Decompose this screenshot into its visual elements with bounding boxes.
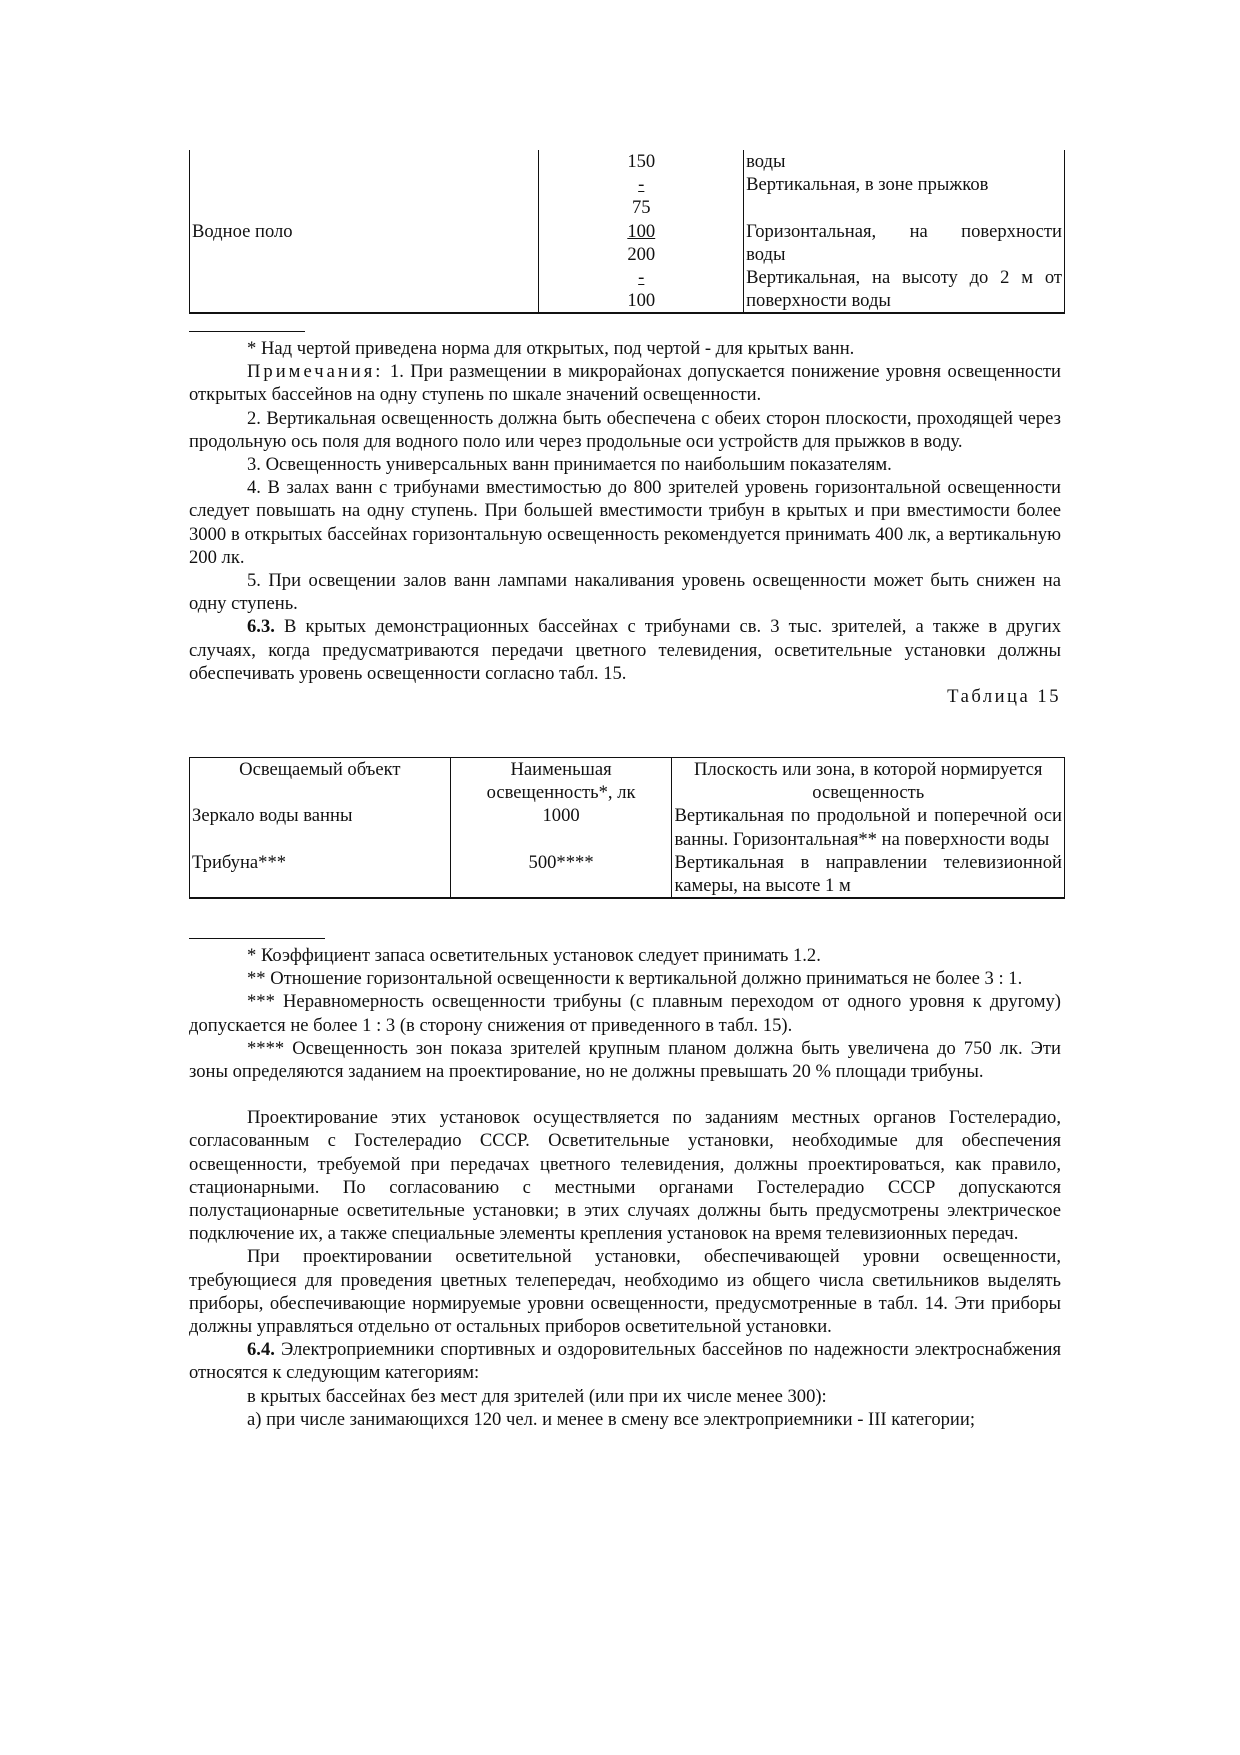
value: 200: [627, 243, 656, 265]
body-paragraph: в крытых бассейнах без мест для зрителей (или при их числе менее 300):: [247, 1385, 827, 1407]
table-row: [190, 851, 1065, 898]
footnote: * Над чертой приведена норма для открытых, под чертой - для крытых ванн.: [247, 338, 855, 359]
table-15: [189, 757, 1065, 899]
object-name: Водное поло: [192, 220, 293, 242]
body-paragraph: При проектировании осветительной установки, обеспечивающей уровни освещенности, требующиеся для проведения цветных телепередач, необходимо из общего числа светильников выделять приборы, обеспечивающие нормируемые уровни освещенности, предусмотренные в табл. 14. Эти приборы должны управляться отдельно от остальных приборов осветительной установки.: [189, 1246, 1061, 1338]
blank-line: [189, 1083, 1061, 1106]
clause-text: Электроприемники спортивных и оздоровительных бассейнов по надежности электроснабжения относятся к следующим категориям:: [189, 1339, 1061, 1384]
notes-label: Примечания:: [247, 361, 384, 383]
cell: Зеркало воды ванны: [190, 804, 451, 850]
note-4: 4. В залах ванн с трибунами вместимостью до 800 зрителей уровень горизонтальной освещенности следует повышать на одну ступень. При большей вместимости трибун в крытых и при вместимости более 3000 в открытых бассейнах горизонтальную освещенность рекомендуется принимать 400 лк, а вертикальную 200 лк.: [189, 477, 1061, 568]
footnote: *** Неравномерность освещенности трибуны (с плавным переходом от одного уровня к другому) допускается не более 1 : 3 (в сторону снижения от приведенного в табл. 15).: [189, 991, 1061, 1036]
plane: воды: [746, 243, 786, 265]
cell: Вертикальная в направлении телевизионной камеры, на высоте 1 м: [672, 851, 1065, 898]
paragraph-6-3: [189, 615, 1061, 685]
notes-section: [189, 337, 1061, 708]
plane: воды: [746, 151, 786, 172]
footnotes-section: [189, 944, 1061, 1431]
cell: 1000: [450, 804, 672, 850]
note-1: [189, 360, 1061, 406]
note-5: 5. При освещении залов ванн лампами накаливания уровень освещенности может быть снижен на одну ступень.: [189, 570, 1061, 615]
header-cell: Плоскость или зона, в которой нормируется освещенность: [672, 758, 1065, 805]
value: 75: [631, 197, 651, 219]
value: 100: [627, 220, 656, 242]
note-text: 1. При размещении в микрорайонах допускается понижение уровня освещенности открытых бассейнов на одну ступень по шкале значений освещенности.: [189, 361, 1061, 406]
value: 100: [627, 290, 656, 312]
body-paragraph: а) при числе занимающихся 120 чел. и менее в смену все электроприемники - III категории;: [247, 1408, 975, 1430]
paragraph-6-4: [189, 1338, 1061, 1384]
plane: поверхности воды: [746, 290, 891, 312]
water-polo-table: [189, 150, 1065, 314]
table-row: [190, 804, 1065, 850]
header-cell: Освещаемый объект: [190, 758, 451, 805]
footnote: * Коэффициент запаса осветительных установок следует принимать 1.2.: [247, 945, 821, 966]
cell: Вертикальная по продольной и поперечной оси ванны. Горизонтальная** на поверхности воды: [672, 804, 1065, 850]
note-3: 3. Освещенность универсальных ванн принимается по наибольшим показателям.: [247, 454, 892, 476]
note-2: 2. Вертикальная освещенность должна быть обеспечена с обеих сторон плоскости, проходящей через продольную ось поля для водного поло или через продольные оси устройств для прыжков в воду.: [189, 407, 1061, 452]
plane: [746, 196, 1062, 219]
value: 150: [627, 151, 656, 172]
table-caption: Таблица 15: [947, 686, 1061, 708]
table-header: [190, 758, 1065, 805]
cell: Трибуна***: [190, 851, 451, 898]
footnote: **** Освещенность зон показа зрителей крупным планом должна быть увеличена до 750 лк. Эти зоны определяются заданием на проектирование, но не должны превышать 20 % площади трибуны.: [189, 1037, 1061, 1083]
footnote-rule: [189, 331, 305, 332]
object-cell: [190, 150, 539, 313]
clause-number: 6.4.: [247, 1339, 275, 1361]
cell: 500****: [450, 851, 672, 898]
plane: Горизонтальная, на поверхности: [746, 220, 1062, 242]
footnote: ** Отношение горизонтальной освещенности к вертикальной должно приниматься не более 3 : 1.: [247, 968, 1023, 990]
value: -: [638, 174, 645, 196]
footnote-rule: [189, 938, 325, 939]
planes-cell: [744, 150, 1065, 313]
value: -: [638, 266, 645, 288]
clause-text: В крытых демонстрационных бассейнах с трибунами св. 3 тыс. зрителей, а также в других случаях, когда предусматриваются передачи цветного телевидения, осветительные установки должны обеспечивать уровень освещенности согласно табл. 15.: [189, 616, 1061, 684]
plane: Вертикальная, на высоту до 2 м от: [746, 266, 1062, 288]
header-cell: Наименьшая освещенность*, лк: [450, 758, 672, 805]
values-cell: [539, 150, 744, 313]
clause-number: 6.3.: [247, 616, 275, 638]
plane: Вертикальная, в зоне прыжков: [746, 174, 989, 196]
body-paragraph: Проектирование этих установок осуществляется по заданиям местных органов Гостелерадио, согласованным с Гостелерадио СССР. Осветительные установки, необходимые для обеспечения освещенности, требуемой при передачах цветного телевидения, должны проектироваться, как правило, стационарными. По согласованию с местными органами Гостелерадио СССР допускаются полустационарные осветительные установки; в этих случаях должны быть предусмотрены электрическое подключение их, а также специальные элементы крепления установок на время телевизионных передач.: [189, 1107, 1061, 1245]
